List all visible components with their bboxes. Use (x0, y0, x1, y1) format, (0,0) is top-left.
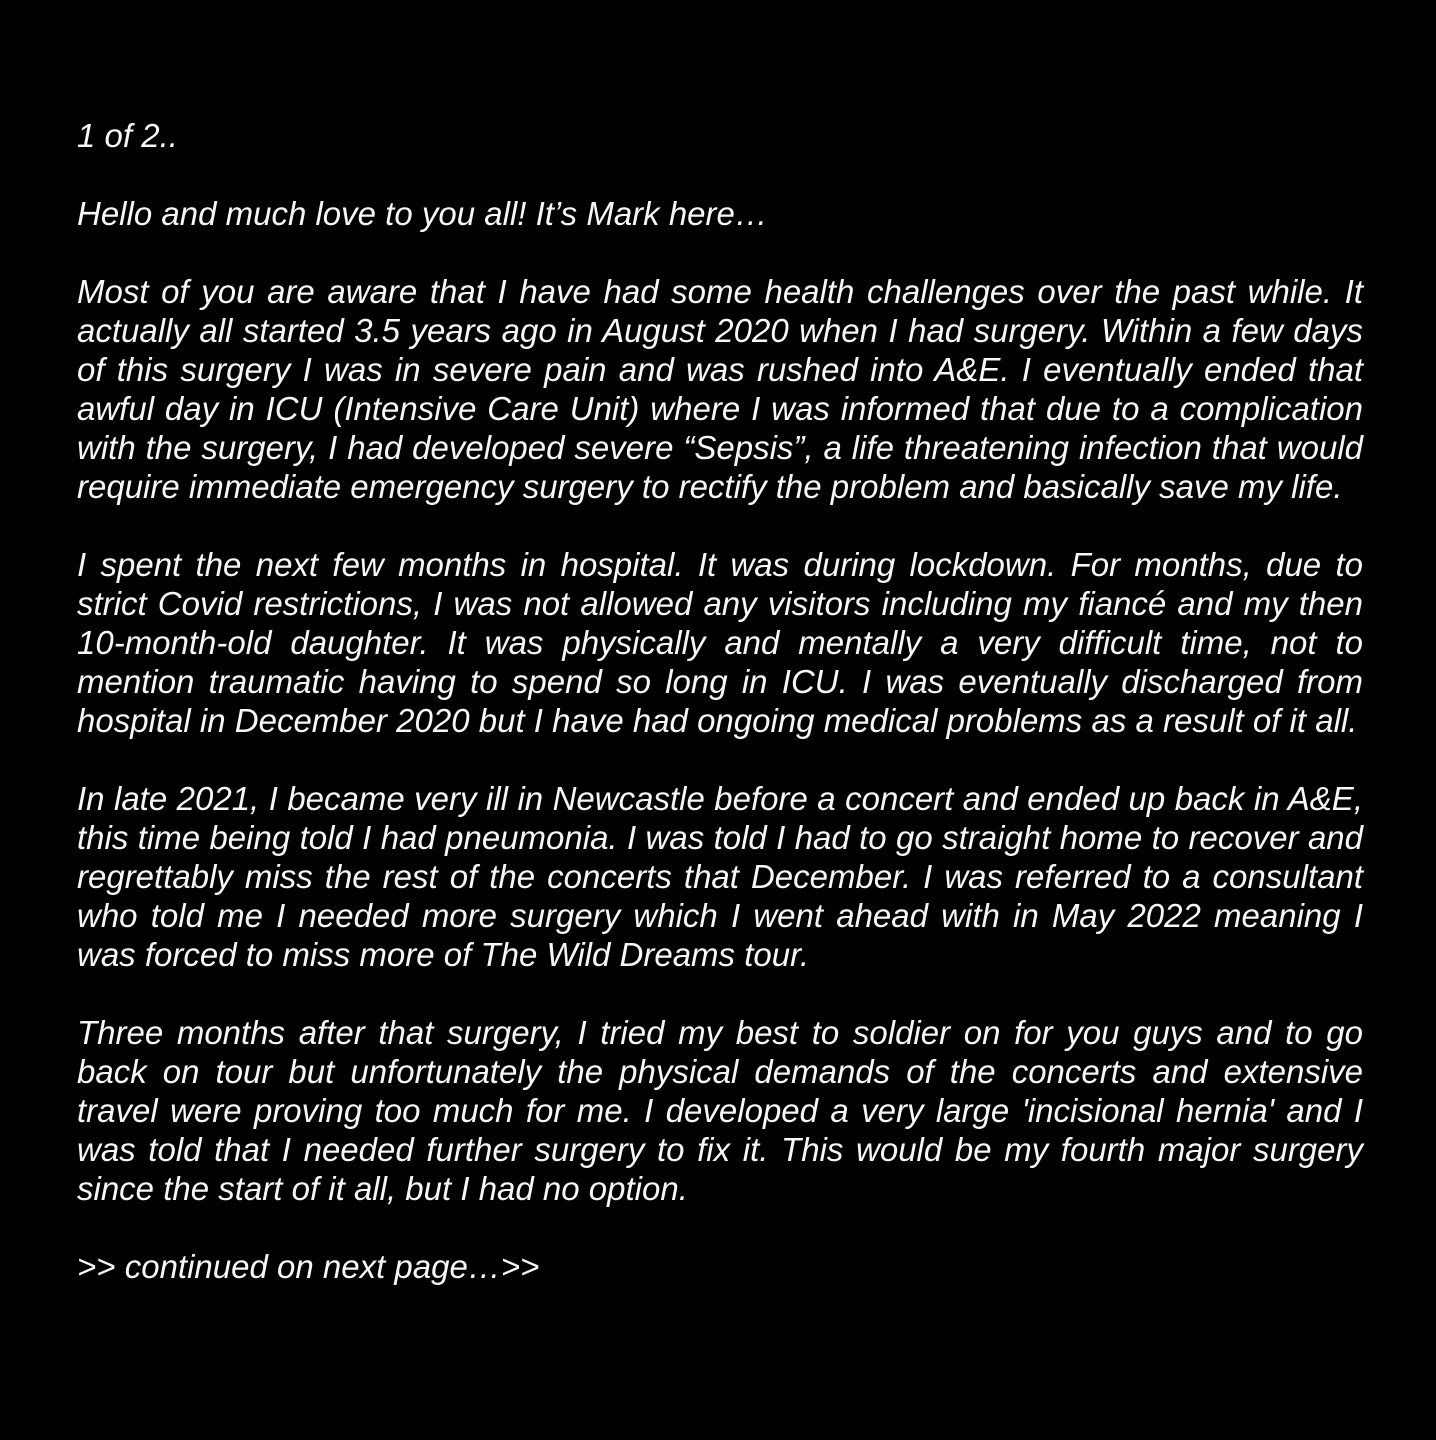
paragraph-late-2021: In late 2021, I became very ill in Newcastle before a concert and ended up back in A&E, this time being told I had pneumonia. I was told I had to go straight home to recover and regrettably miss the rest of the concerts that December. I was referred to a consultant who told me I needed more surgery which I went ahead with in May 2022 meaning I was forced to miss more of The Wild Dreams tour. (77, 780, 1363, 973)
continuation-note: >> continued on next page…>> (77, 1248, 540, 1285)
paragraph-further-surgery: Three months after that surgery, I tried my best to soldier on for you guys and to go back on tour but unfortunately the physical demands of the concerts and extensive travel were proving too much for me. I developed a very large 'incisional hernia' and I was told that I needed further surgery to fix it. This would be my fourth major surgery since the start of it all, but I had no option. (77, 1014, 1363, 1207)
greeting-line: Hello and much love to you all! It’s Mark here… (77, 195, 768, 232)
paragraph-hospital-lockdown: I spent the next few months in hospital. It was during lockdown. For months, due to strict Covid restrictions, I was not allowed any visitors including my fiancé and my then 10-month-old daughter. It was physically and mentally a very difficult time, not to mention traumatic having to spend so long in ICU. I was eventually discharged from hospital in December 2020 but I have had ongoing medical problems as a result of it all. (77, 546, 1363, 739)
paragraph-health-challenges: Most of you are aware that I have had some health challenges over the past while. It actually all started 3.5 years ago in August 2020 when I had surgery. Within a few days of this surgery I was in severe pain and was rushed into A&E. I eventually ended that awful day in ICU (Intensive Care Unit) where I was informed that due to a complication with the surgery, I had developed severe “Sepsis”, a life threatening infection that would require immediate emergency surgery to rectify the problem and basically save my life. (77, 273, 1363, 505)
page-indicator: 1 of 2.. (77, 117, 178, 154)
